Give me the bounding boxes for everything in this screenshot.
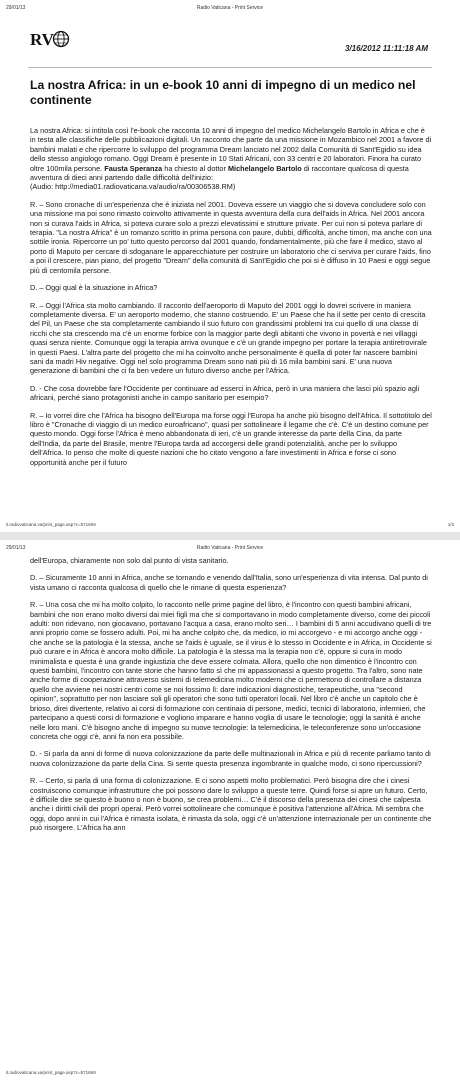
answer-continuation: dell'Europa, chiaramente non solo dal punto di vista sanitario. (30, 556, 229, 565)
article-body-page-1 (30, 126, 432, 475)
page-footer (0, 1070, 460, 1077)
print-page-2 (0, 540, 460, 1080)
answer-paragraph: R. – Oggi l'Africa sta molto cambiando. Il racconto dell'aeroporto di Maputo del 2001 oggi lo dovrei scrivere in maniera completamente diversa. E' un aeroporto moderno, che stanno costruendo. E' un Paese che ha il sette per cento di crescita del Pil, un Paese che sta completamente cambiando il suo futuro con grandissimi problemi tra cui quello di una classe di ricchi che sta crescendo ma c'è un enorme forbice con la maggior parte degli abitanti che vivono in povertà e nei villaggi quasi senza niente. Comunque oggi la terapia arriva ovunque e c'è un grande impegno per portare la terapia antiretrovirale in questi Paesi. L'altra parte del progetto che mi ha coinvolto anche personalmente è quella di poter far nascere bambini sani da madri Hiv negative. Oggi nel solo programma Dream sono nati più di 16 mila bambini sani. E' una nuova generazione di bambini che ci fa ben vedere un futuro diverso anche per l'Africa. (30, 300, 427, 376)
answer-paragraph: R. – Certo, si parla di una forma di colonizzazione. E ci sono aspetti molto problematici. Però bisogna dire che i cinesi costruiscono comunque infrastrutture che poi possono dare lo sviluppo a queste terre. Quindi forse si apre un futuro. Certo, è difficile dire se questo è buono o non è buono, se crea problemi… C'è il discorso della presenza dei cinesi che calpesta anche i diritti civili dei propri operai. Però vorrei sottolineare che comunque è positiva l'attenzione all'Africa. Mi sembra che oggi, dopo anni in cui l'Africa è rimasta isolata, è rimasta da sola, oggi c'è un'attenzione internazionale per un continente che può risorgere. L'Africa ha ann (30, 776, 432, 833)
logo-letters: RV (30, 30, 54, 49)
article-title: La nostra Africa: in un e-book 10 anni di impegno di un medico nel continente (30, 78, 416, 107)
article-intro (30, 126, 432, 192)
answer-paragraph: R. – Io vorrei dire che l'Africa ha bisogno dell'Europa ma forse oggi l'Europa ha anche più bisogno dell'Africa. Il sottotitolo del libro è "Cronache di viaggio di un medico euroafricano", quasi per sottolineare il legame che c'è. C'è un destino comune per questo mondo. Oggi forse l'Africa è meno abbandonata di ieri, c'è un grande interesse da parte della Cina, da parte dell'India, da parte del Brasile, mentre l'Europa tarda ad accorgersi delle grandi potenzialità, anche per lo sviluppo dell'Africa. Io penso che molte di queste nazioni che ho citato vengono a fare investimenti in Africa e forse ci sono opportunità anche per il futuro (30, 410, 432, 467)
article-timestamp: 3/16/2012 11:11:18 AM (344, 44, 428, 53)
header-divider (28, 67, 432, 68)
question-paragraph: D. - Si parla da anni di forme di nuova colonizzazione da parte delle multinazionali in Africa e più di recente parliamo tanto di nuova colonizzazione da parte della Cina. Si sente questa presenza ingombrante in qualche modo, ci sono ripercussioni? (30, 749, 431, 768)
answer-paragraph: R. – Sono cronache di un'esperienza che è iniziata nel 2001. Doveva essere un viaggio che si doveva concludere solo con una missione ma poi sono rimasto coinvolto attivamente in questa avventura della cura dell'aids in Africa. Nel 2001 ancora non si curava l'aids in Africa, si poteva curare solo a prezzi elevatissimi e strutture private. Per cui non si poteva parlare di terapia. "La nostra Africa" è un romanzo scritto in prima persona con paure, dubbi, difficoltà, anche timori, ma anche con una sottile ironia. Ripercorre un po' tutto questo percorso dal 2001 quando, fondamentalmente, più che fare il medico, stavo al porto di Maputo per cercare di sdoganare le apparecchiature per costruire un laboratorio che ci serviva per curare l'aids, fino a poi il crescere, pian piano, del progetto "Dream" della comunità di Sant'Egidio che poi si è diffuso in 10 Paesi e oggi segue più di centomila persone. (30, 199, 432, 275)
audio-link[interactable]: (Audio: http://media01.radiovaticana.va/audio/ra/00306538.RM) (30, 182, 236, 192)
question-paragraph: D. – Oggi qual è la situazione in Africa? (30, 283, 158, 293)
page-gap (0, 532, 460, 540)
interviewee-name: Michelangelo Bartolo (227, 163, 302, 173)
page-header (0, 545, 460, 553)
intro-text-2: ha chiesto al dottor (164, 163, 226, 173)
footer-url: it.radiovaticana.va/print_page.asp?c=571669 (6, 1070, 96, 1075)
page-footer (0, 522, 460, 529)
print-page-1 (0, 0, 460, 532)
print-date: 29/01/13 (6, 5, 26, 11)
question-paragraph: D. – Sicuramente 10 anni in Africa, anche se tornando e venendo dall'Italia, sono un'esperienza di vita intensa. Dal punto di vista umano ci racconta qualcosa di quello che le rimane di questa esperienza? (30, 573, 428, 592)
article-body-page-2 (30, 556, 432, 841)
page-header (0, 5, 460, 13)
print-date: 29/01/13 (6, 545, 26, 551)
footer-url: it.radiovaticana.va/print_page.asp?c=571669 (6, 522, 96, 527)
answer-paragraph: R. – Una cosa che mi ha molto colpito, lo racconto nelle prime pagine del libro, è l'incontro con questi bambini africani, bambini che non erano molto diversi dai miei figli ma che si comportavano in modo completamente diverso, come dei piccoli adulti: non ridevano, non giocavano, portavano l'acqua a casa, erano molto seri… I bambini di 5 anni accudivano quelli di tre anni proprio come se fossero adulti. Poi, mi ha anche colpito che, da medico, io mi accorgevo - e mi accorgo anche oggi - che anche se la patologia è la stessa, anche se l'aids è uguale, se il virus è lo stesso in Occidente e in Africa, in Occidente si può curare e in Africa è ancora molto difficile. La patologia è la stessa ma la terapia non c'è, oppure si cura in modo minimalista e questa è una grande ingiustizia che deve essere colmata. Allora, quello che non dimentico è l'incontro con questi bambini, l'incontro con tante storie che hanno fatto sì che mi appassionassi a questo progetto. Tra l'altro, sono nate anche forme di cooperazione attraverso sistemi di telemedicina molto moderni che ci permettono di controllare a distanza quello che avviene nei nostri centri come se noi fossimo lì: dare indicazioni diagnostiche, terapeutiche, una "second opinion", soprattutto per non lasciare soli gli operatori che sono tutti operatori locali. Nel libro c'è anche un capitolo che è brioso, direi divertente, relativo ai corsi di formazione con centinaia di persone, medici, tecnici di laboratorio, infermieri, che partecipano a questi corsi di formazione e vogliono imparare e hanno voglia di usare le tecnologie; oggi la sanità è anche nelle loro mani. C'è bisogno anche di impegno su nuove tecnologie: la telemedicina, le teleconferenze sono un'occasione concreta che oggi c'è, anni fa non era possibile. (30, 600, 432, 741)
intro-text: La nostra Africa: si intitola così l'e-book che racconta 10 anni di impegno del medico Michelangelo Bartolo in Africa e che è in testa alle classifiche delle pubblicazioni digitali. Un racconto che parte da una missione in Mozambico nel 2001 a favore di bambini malati e che ripercorre lo sviluppo del programma Dream lanciato nel 2002 dalla Comunità di Sant'Egidio su idea dello stesso angiologo romano. Oggi Dream è presente in 10 Stati Africani, con 33 centri e 20 laboratori. Finora ha curato oltre 100mila persone. (30, 126, 432, 173)
print-service-title: Radio Vaticana - Print Service (196, 5, 264, 11)
intro-text-3: di raccontare qualcosa di questa avventura di dieci anni partendo dalle difficoltà dell'inizio: (30, 163, 409, 183)
footer-page-number: 1/3 (447, 522, 454, 527)
interviewer-name: Fausta Speranza (104, 163, 163, 173)
print-service-title: Radio Vaticana - Print Service (196, 545, 264, 551)
radio-vaticana-logo (30, 28, 70, 50)
question-paragraph: D. - Che cosa dovrebbe fare l'Occidente per continuare ad esserci in Africa, però in una maniera che lasci più spazio agli africani, perché siano protagonisti anche in campo sanitario per esempio? (30, 383, 420, 403)
